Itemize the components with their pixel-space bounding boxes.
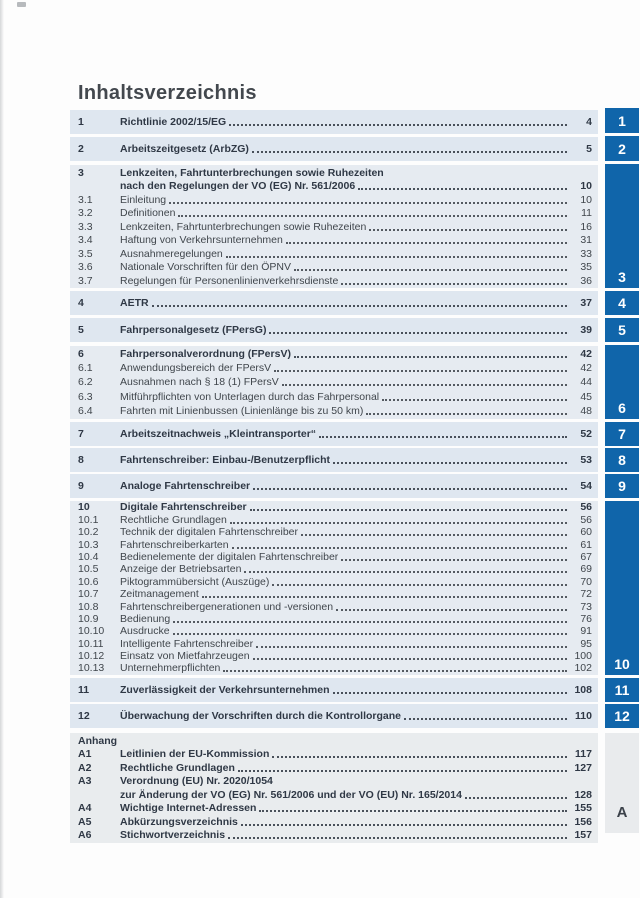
row-number: 5: [78, 324, 84, 336]
row-title: Definitionen: [120, 207, 176, 219]
leader-dots: [272, 584, 567, 586]
page-number: 72: [580, 588, 592, 601]
row-title: Fahrtenschreiber: Einbau-/Benutzerpflicht: [120, 454, 331, 466]
row-title: Richtlinie 2002/15/EG: [120, 116, 227, 128]
page-number: 35: [580, 261, 592, 273]
row-number: 7: [78, 428, 84, 440]
toc-row: [78, 638, 592, 650]
leader-dots: [228, 837, 567, 839]
toc-block-3: [70, 165, 598, 288]
row-number: 3.5: [78, 247, 93, 260]
side-tab-label: 1: [618, 112, 626, 129]
leader-dots: [336, 609, 567, 611]
leader-dots: [404, 718, 567, 720]
leader-dots: [358, 188, 567, 190]
row-title: Digitale Fahrtenschreiber: [120, 501, 247, 514]
leader-dots: [319, 436, 567, 438]
row-number: 10.2: [78, 526, 99, 539]
row-number: 10.4: [78, 550, 99, 563]
row-number: 10.5: [78, 563, 99, 576]
page-number: 39: [580, 324, 592, 336]
row-title: Unternehmerpflichten: [120, 662, 221, 675]
toc-block-8: [70, 448, 598, 472]
row-number: 4: [78, 297, 84, 309]
toc-block-4: [70, 291, 598, 315]
row-title: Piktogrammübersicht (Auszüge): [120, 575, 270, 588]
leader-dots: [333, 692, 567, 694]
toc-row: [78, 221, 592, 233]
toc-row: [78, 650, 592, 662]
page-number: 54: [580, 480, 592, 492]
leader-dots: [253, 658, 567, 660]
row-number: 6.3: [78, 390, 93, 403]
leader-dots: [369, 229, 567, 231]
row-number: 6: [78, 348, 84, 361]
row-title: Lenkzeiten, Fahrtunterbrechungen sowie Ruhezeiten: [120, 166, 384, 179]
row-title: AETR: [120, 297, 149, 309]
leader-dots: [169, 202, 567, 204]
row-number: 6.1: [78, 362, 93, 375]
row-number: 10.9: [78, 612, 99, 625]
toc-row: [78, 362, 592, 374]
page-number: 33: [580, 247, 592, 260]
side-tab-11: [605, 678, 639, 702]
scan-artifact: [17, 2, 26, 7]
page-number: 127: [574, 761, 592, 774]
row-number: 10.13: [78, 662, 105, 675]
page-number: 91: [580, 625, 592, 638]
page-number: 42: [580, 348, 592, 361]
row-number: A1: [78, 748, 92, 761]
row-title: Bedienung: [120, 612, 171, 625]
side-tab-10: [605, 501, 639, 675]
leader-dots: [152, 305, 567, 307]
side-tab-4: [605, 291, 639, 315]
page-title: Inhaltsverzeichnis: [78, 82, 257, 104]
page-number: 156: [574, 815, 592, 828]
toc-block-11: [70, 678, 598, 702]
leader-dots: [230, 522, 567, 524]
page-number: 37: [580, 297, 592, 309]
row-number: A4: [78, 802, 92, 815]
row-number: A3: [78, 775, 92, 788]
side-tab-6: [605, 345, 639, 419]
toc-row: [78, 376, 592, 388]
page-number: 5: [586, 143, 592, 155]
side-tab-5: [605, 318, 639, 342]
leader-dots: [269, 332, 567, 334]
toc-row: [78, 662, 592, 674]
toc-row: [78, 194, 592, 206]
row-number: 3: [78, 166, 84, 179]
toc-row: [78, 297, 592, 309]
toc-block-5: [70, 318, 598, 342]
row-title: Fahrtenschreibergenerationen und -versionen: [120, 600, 334, 613]
side-tab-label: 6: [618, 400, 626, 416]
toc-row: [78, 576, 592, 588]
row-title: Fahrpersonalgesetz (FPersG): [120, 324, 267, 336]
row-title: Einleitung: [120, 193, 167, 206]
page-number: 102: [574, 662, 592, 675]
side-tab-9: [605, 474, 639, 498]
page-number: 42: [580, 362, 592, 375]
side-tab-label: 7: [618, 426, 626, 442]
row-number: 10.1: [78, 513, 99, 526]
page-number: 56: [580, 501, 592, 514]
side-tab-label: 5: [618, 322, 626, 338]
row-title: Mitführpflichten von Unterlagen durch das Fahrpersonal: [120, 390, 380, 403]
toc-row: [78, 816, 592, 828]
leader-dots: [202, 596, 567, 598]
toc-block-1: [70, 110, 598, 134]
side-tab-12: [605, 704, 639, 728]
row-number: 10.6: [78, 575, 99, 588]
leader-dots: [301, 534, 567, 536]
row-number: 12: [78, 710, 90, 722]
side-tab-label: 8: [618, 452, 626, 468]
toc-row: [78, 275, 592, 287]
row-title: Leitlinien der EU-Kommission: [120, 748, 270, 761]
row-number: 10.11: [78, 637, 104, 650]
row-number: A2: [78, 761, 92, 774]
side-tab-label: 3: [618, 269, 626, 285]
row-number: 3.6: [78, 261, 93, 273]
leader-dots: [341, 283, 567, 285]
toc-row: [78, 501, 592, 513]
leader-dots: [333, 462, 567, 464]
side-tab-2: [605, 136, 639, 161]
leader-dots: [274, 370, 567, 372]
row-title: Ausnahmeregelungen: [120, 247, 223, 260]
toc-row: [78, 748, 592, 760]
row-title: Fahrten mit Linienbussen (Linienlänge bis zu 50 km): [120, 404, 364, 417]
side-tab-8: [605, 448, 639, 472]
row-title: Rechtliche Grundlagen: [120, 761, 235, 774]
page-number: 52: [580, 428, 592, 440]
page-number: 117: [575, 748, 592, 761]
side-tab-label: 4: [618, 295, 626, 311]
row-number: 10.7: [78, 588, 99, 601]
toc-row: [78, 167, 592, 179]
row-number: 3.2: [78, 207, 93, 219]
toc-row: [78, 480, 592, 492]
toc-row: [78, 563, 592, 575]
row-title: Nationale Vorschriften für den ÖPNV: [120, 261, 292, 273]
leader-dots: [259, 810, 567, 812]
leader-dots: [272, 756, 567, 758]
page-number: 10: [580, 193, 592, 206]
toc-row: [78, 802, 592, 814]
row-number: 3.3: [78, 220, 93, 233]
row-title: Lenkzeiten, Fahrtunterbrechungen sowie Ruhezeiten: [120, 220, 367, 233]
row-title: Anzeige der Betriebsarten: [120, 563, 242, 576]
page-number: 100: [574, 650, 592, 663]
row-number: 2: [78, 143, 84, 155]
leader-dots: [465, 797, 567, 799]
row-number: 3.4: [78, 234, 93, 246]
row-title: Bedienelemente der digitalen Fahrtenschreiber: [120, 550, 339, 563]
leader-dots: [294, 269, 567, 271]
page-number: 61: [580, 538, 592, 551]
row-number: 8: [78, 454, 84, 466]
toc-row: [78, 775, 592, 787]
page-number: 56: [580, 513, 592, 526]
side-tab-1: [605, 108, 639, 133]
row-number: A5: [78, 815, 92, 828]
row-title: Analoge Fahrtenschreiber: [120, 480, 251, 492]
toc-row: [78, 735, 592, 747]
row-title: Fahrpersonalverordnung (FPersV): [120, 348, 291, 361]
leader-dots: [341, 559, 567, 561]
toc-row: [78, 710, 592, 722]
toc-row: [78, 613, 592, 625]
leader-dots: [256, 646, 567, 648]
page-number: 70: [580, 575, 592, 588]
toc-block-6: [70, 346, 598, 419]
page-number: 110: [575, 710, 592, 722]
leader-dots: [229, 124, 567, 126]
side-tab-label: 12: [614, 708, 630, 724]
toc-row: [78, 180, 592, 192]
page-number: 108: [574, 684, 592, 696]
row-number: 10.12: [78, 650, 105, 663]
toc-row: [78, 762, 592, 774]
side-tab-7: [605, 422, 639, 446]
row-title: Anwendungsbereich der FPersV: [120, 362, 272, 375]
toc-row: [78, 207, 592, 219]
row-number: 10.10: [78, 625, 105, 638]
row-number: 10: [78, 501, 90, 514]
toc-block-10: [70, 501, 598, 675]
toc-row: [78, 261, 592, 273]
row-number: 11: [78, 684, 90, 696]
row-title: Einsatz von Mietfahrzeugen: [120, 650, 250, 663]
leader-dots: [173, 633, 567, 635]
page-number: 73: [580, 600, 592, 613]
row-title: Wichtige Internet-Adressen: [120, 802, 257, 815]
row-title: zur Änderung der VO (EG) Nr. 561/2006 und der VO (EU) Nr. 165/2014: [120, 788, 462, 801]
toc-row: [78, 625, 592, 637]
row-number: 3.7: [78, 274, 93, 287]
toc-row: [78, 428, 592, 440]
toc-row: [78, 829, 592, 841]
leader-dots: [238, 770, 567, 772]
leader-dots: [382, 399, 567, 401]
page-number: 36: [580, 274, 592, 287]
side-tab-label: 9: [618, 478, 626, 494]
row-title: Fahrtenschreiberkarten: [120, 538, 229, 551]
row-title: Ausdrucke: [120, 625, 170, 638]
toc-row: [78, 248, 592, 260]
toc-row: [78, 405, 592, 417]
toc-row: [78, 789, 592, 801]
scan-edge-shadow: [0, 0, 4, 898]
page-number: 53: [580, 454, 592, 466]
row-number: 1: [78, 116, 84, 128]
row-number: 6.2: [78, 376, 93, 389]
page-number: 95: [580, 637, 592, 650]
row-title: Arbeitszeitgesetz (ArbZG): [120, 143, 249, 155]
leader-dots: [282, 384, 567, 386]
page-number: 11: [581, 207, 592, 219]
side-tab-3: [605, 164, 639, 288]
side-tab-label: 10: [614, 656, 630, 672]
page-number: 10: [580, 180, 592, 192]
toc-block-12: [70, 704, 598, 728]
row-title: Ausnahmen nach § 18 (1) FPersV: [120, 376, 279, 389]
row-number: 10.8: [78, 600, 99, 613]
leader-dots: [294, 356, 567, 358]
toc-block-7: [70, 422, 598, 446]
anhang-label: Anhang: [78, 734, 118, 747]
page-number: 44: [580, 376, 592, 389]
toc-row: [78, 348, 592, 360]
leader-dots: [286, 242, 567, 244]
row-title: Intelligente Fahrtenschreiber: [120, 637, 254, 650]
page-number: 76: [580, 612, 592, 625]
toc-row: [78, 143, 592, 155]
toc-block-anhang: [70, 733, 598, 843]
toc-row: [78, 539, 592, 551]
leader-dots: [178, 215, 567, 217]
toc-row: [78, 234, 592, 246]
row-number: 6.4: [78, 404, 93, 417]
leader-dots: [232, 547, 567, 549]
toc-row: [78, 684, 592, 696]
leader-dots: [366, 413, 567, 415]
leader-dots: [223, 670, 567, 672]
toc-row: [78, 588, 592, 600]
page-number: 67: [580, 550, 592, 563]
row-title: nach den Regelungen der VO (EG) Nr. 561/2006: [120, 180, 356, 192]
side-tab-label: 2: [618, 140, 626, 157]
toc-row: [78, 601, 592, 613]
leader-dots: [252, 151, 567, 153]
toc-block-2: [70, 137, 598, 161]
row-title: Technik der digitalen Fahrtenschreiber: [120, 526, 299, 539]
row-number: 9: [78, 480, 84, 492]
row-title: Zeitmanagement: [120, 588, 199, 601]
page-number: 60: [580, 526, 592, 539]
page-number: 31: [580, 234, 592, 246]
page-number: 128: [574, 788, 592, 801]
side-tab-a: [605, 733, 639, 833]
leader-dots: [226, 256, 567, 258]
leader-dots: [244, 571, 567, 573]
toc-row: [78, 514, 592, 526]
page-number: 4: [586, 116, 592, 128]
toc-row: [78, 324, 592, 336]
page-number: 16: [580, 220, 592, 233]
toc-row: [78, 454, 592, 466]
row-number: A6: [78, 829, 92, 842]
toc-block-9: [70, 474, 598, 498]
row-number: 3.1: [78, 193, 93, 206]
row-title: Zuverlässigkeit der Verkehrsunternehmen: [120, 684, 330, 696]
page-number: 48: [580, 404, 592, 417]
toc-row: [78, 116, 592, 128]
row-title: Haftung von Verkehrsunternehmen: [120, 234, 283, 246]
row-title: Regelungen für Personenlinienverkehrsdienste: [120, 274, 339, 287]
row-title: Stichwortverzeichnis: [120, 829, 226, 842]
leader-dots: [241, 824, 567, 826]
leader-dots: [173, 621, 567, 623]
row-title: Arbeitszeitnachweis „Kleintransporter“: [120, 428, 317, 440]
leader-dots: [253, 488, 567, 490]
toc-row: [78, 526, 592, 538]
side-tab-label: A: [616, 804, 628, 821]
row-number: 10.3: [78, 538, 99, 551]
page-number: 157: [574, 829, 592, 842]
row-title: Überwachung der Vorschriften durch die Kontrollorgane: [120, 710, 402, 722]
page-number: 45: [580, 390, 592, 403]
toc-row: [78, 551, 592, 563]
row-title: Rechtliche Grundlagen: [120, 513, 227, 526]
leader-dots: [250, 509, 567, 511]
row-title: Abkürzungsverzeichnis: [120, 815, 238, 828]
toc-row: [78, 391, 592, 403]
page-number: 69: [580, 563, 592, 576]
row-title: Verordnung (EU) Nr. 2020/1054: [120, 775, 273, 788]
page-number: 155: [574, 802, 592, 815]
side-tab-label: 11: [614, 682, 630, 698]
